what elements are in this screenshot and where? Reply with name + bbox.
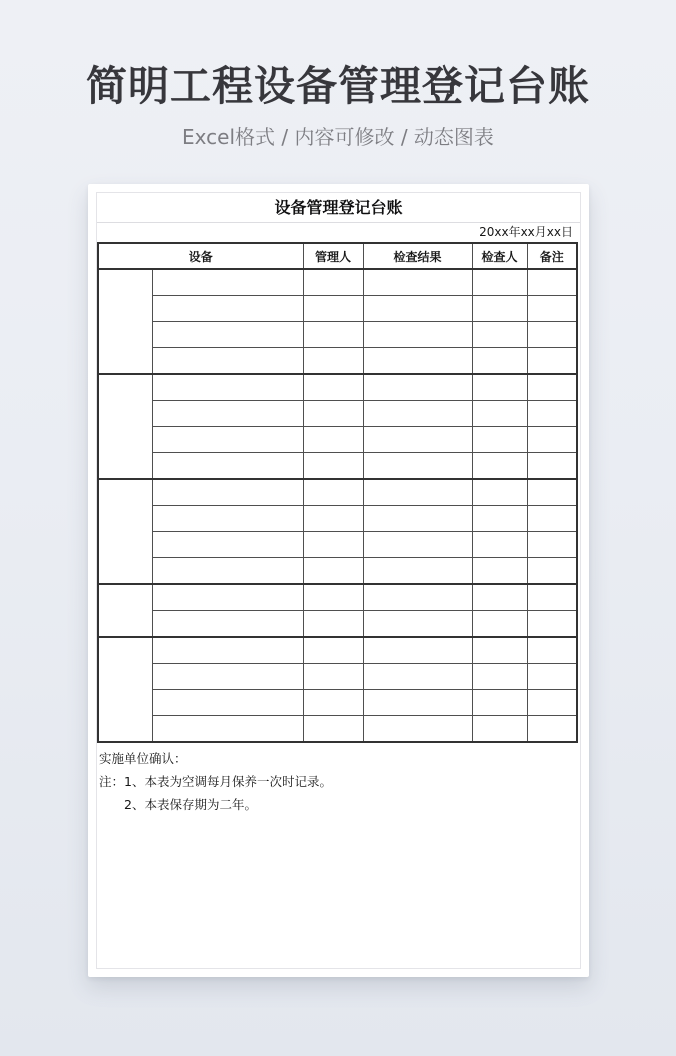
table-row xyxy=(98,506,577,532)
grid-cell xyxy=(472,690,527,716)
grid-cell xyxy=(472,401,527,427)
table-row xyxy=(98,296,577,322)
grid-cell xyxy=(472,348,527,375)
group-label-cell xyxy=(98,269,152,374)
grid-cell xyxy=(303,479,363,506)
table-row xyxy=(98,269,577,296)
grid-cell xyxy=(472,664,527,690)
table-row xyxy=(98,348,577,375)
grid-cell xyxy=(472,322,527,348)
grid-cell xyxy=(472,611,527,638)
grid-cell xyxy=(527,427,577,453)
grid-cell xyxy=(472,637,527,664)
table-row xyxy=(98,427,577,453)
table-row xyxy=(98,637,577,664)
grid-cell xyxy=(527,453,577,480)
grid-cell xyxy=(152,296,303,322)
page-subtitle: Excel格式 / 内容可修改 / 动态图表 xyxy=(182,125,494,149)
grid-cell xyxy=(152,401,303,427)
grid-cell xyxy=(472,506,527,532)
table-row xyxy=(98,716,577,743)
grid-cell xyxy=(303,269,363,296)
grid-cell xyxy=(363,374,472,401)
grid-cell xyxy=(303,348,363,375)
grid-cell xyxy=(152,611,303,638)
grid-cell xyxy=(363,716,472,743)
grid-cell xyxy=(363,558,472,585)
grid-cell xyxy=(152,506,303,532)
grid-cell xyxy=(527,584,577,611)
grid-cell xyxy=(527,479,577,506)
header-row xyxy=(98,243,577,269)
grid-cell xyxy=(527,532,577,558)
column-header-equipment: 设备 xyxy=(98,243,303,269)
equipment-table xyxy=(97,242,578,743)
grid-cell xyxy=(527,374,577,401)
grid-cell xyxy=(472,453,527,480)
grid-cell xyxy=(363,296,472,322)
grid-cell xyxy=(472,584,527,611)
grid-cell xyxy=(152,716,303,743)
table-row xyxy=(98,401,577,427)
group-label-cell xyxy=(98,374,152,479)
grid-cell xyxy=(472,716,527,743)
grid-cell xyxy=(472,296,527,322)
grid-cell xyxy=(303,322,363,348)
page-title: 简明工程设备管理登记台账 xyxy=(86,62,590,110)
sheet xyxy=(96,192,581,969)
grid-cell xyxy=(152,637,303,664)
grid-cell xyxy=(303,584,363,611)
grid-cell xyxy=(363,401,472,427)
grid-cell xyxy=(527,558,577,585)
table-row xyxy=(98,558,577,585)
spreadsheet-card xyxy=(88,184,589,977)
grid-cell xyxy=(363,637,472,664)
grid-cell xyxy=(303,611,363,638)
table-row xyxy=(98,322,577,348)
table-row xyxy=(98,479,577,506)
grid-cell xyxy=(363,584,472,611)
grid-cell xyxy=(363,532,472,558)
column-header-inspection-result: 检查结果 xyxy=(363,243,472,269)
grid-cell xyxy=(152,322,303,348)
grid-cell xyxy=(363,322,472,348)
grid-cell xyxy=(527,664,577,690)
note-line-2: 2、本表保存期为二年。 xyxy=(124,797,257,812)
sheet-footer xyxy=(97,743,580,816)
grid-cell xyxy=(303,374,363,401)
grid-cell xyxy=(527,637,577,664)
grid-cell xyxy=(527,401,577,427)
grid-cell xyxy=(303,690,363,716)
table-row xyxy=(98,664,577,690)
grid-cell xyxy=(303,664,363,690)
table-row xyxy=(98,611,577,638)
grid-cell xyxy=(472,269,527,296)
table-row xyxy=(98,453,577,480)
grid-cell xyxy=(363,479,472,506)
grid-cell xyxy=(303,637,363,664)
grid-cell xyxy=(303,506,363,532)
grid-cell xyxy=(363,506,472,532)
grid-cell xyxy=(363,269,472,296)
grid-cell xyxy=(152,690,303,716)
date-label: 20xx年xx月xx日 xyxy=(479,225,573,239)
grid-cell xyxy=(303,401,363,427)
grid-cell xyxy=(152,584,303,611)
grid-cell xyxy=(152,479,303,506)
grid-cell xyxy=(527,348,577,375)
confirm-label: 实施单位确认： xyxy=(99,751,187,766)
grid-cell xyxy=(363,453,472,480)
group-label-cell xyxy=(98,637,152,742)
grid-cell xyxy=(303,296,363,322)
grid-cell xyxy=(152,532,303,558)
table-row xyxy=(98,690,577,716)
grid-cell xyxy=(527,611,577,638)
grid-cell xyxy=(152,453,303,480)
grid-cell xyxy=(152,374,303,401)
grid-cell xyxy=(152,427,303,453)
grid-cell xyxy=(527,506,577,532)
grid-cell xyxy=(527,296,577,322)
grid-cell xyxy=(472,532,527,558)
column-header-remarks: 备注 xyxy=(527,243,577,269)
grid-cell xyxy=(152,664,303,690)
grid-cell xyxy=(363,611,472,638)
grid-cell xyxy=(303,453,363,480)
column-header-manager: 管理人 xyxy=(303,243,363,269)
grid-cell xyxy=(303,558,363,585)
grid-cell xyxy=(527,690,577,716)
grid-cell xyxy=(152,348,303,375)
grid-cell xyxy=(472,427,527,453)
grid-cell xyxy=(363,348,472,375)
grid-cell xyxy=(152,269,303,296)
table-title: 设备管理登记台账 xyxy=(97,193,580,223)
grid-cell xyxy=(472,558,527,585)
grid-cell xyxy=(152,558,303,585)
grid-cell xyxy=(472,374,527,401)
table-row xyxy=(98,374,577,401)
group-label-cell xyxy=(98,479,152,584)
grid-cell xyxy=(527,269,577,296)
note-line-1: 注：1、本表为空调每月保养一次时记录。 xyxy=(99,774,332,789)
grid-cell xyxy=(303,532,363,558)
grid-cell xyxy=(363,427,472,453)
grid-cell xyxy=(527,716,577,743)
grid-cell xyxy=(472,479,527,506)
group-label-cell xyxy=(98,584,152,637)
grid-cell xyxy=(303,716,363,743)
table-row xyxy=(98,532,577,558)
table-row xyxy=(98,584,577,611)
grid-cell xyxy=(303,427,363,453)
grid-cell xyxy=(363,664,472,690)
column-header-inspector: 检查人 xyxy=(472,243,527,269)
grid-cell xyxy=(527,322,577,348)
grid-cell xyxy=(363,690,472,716)
